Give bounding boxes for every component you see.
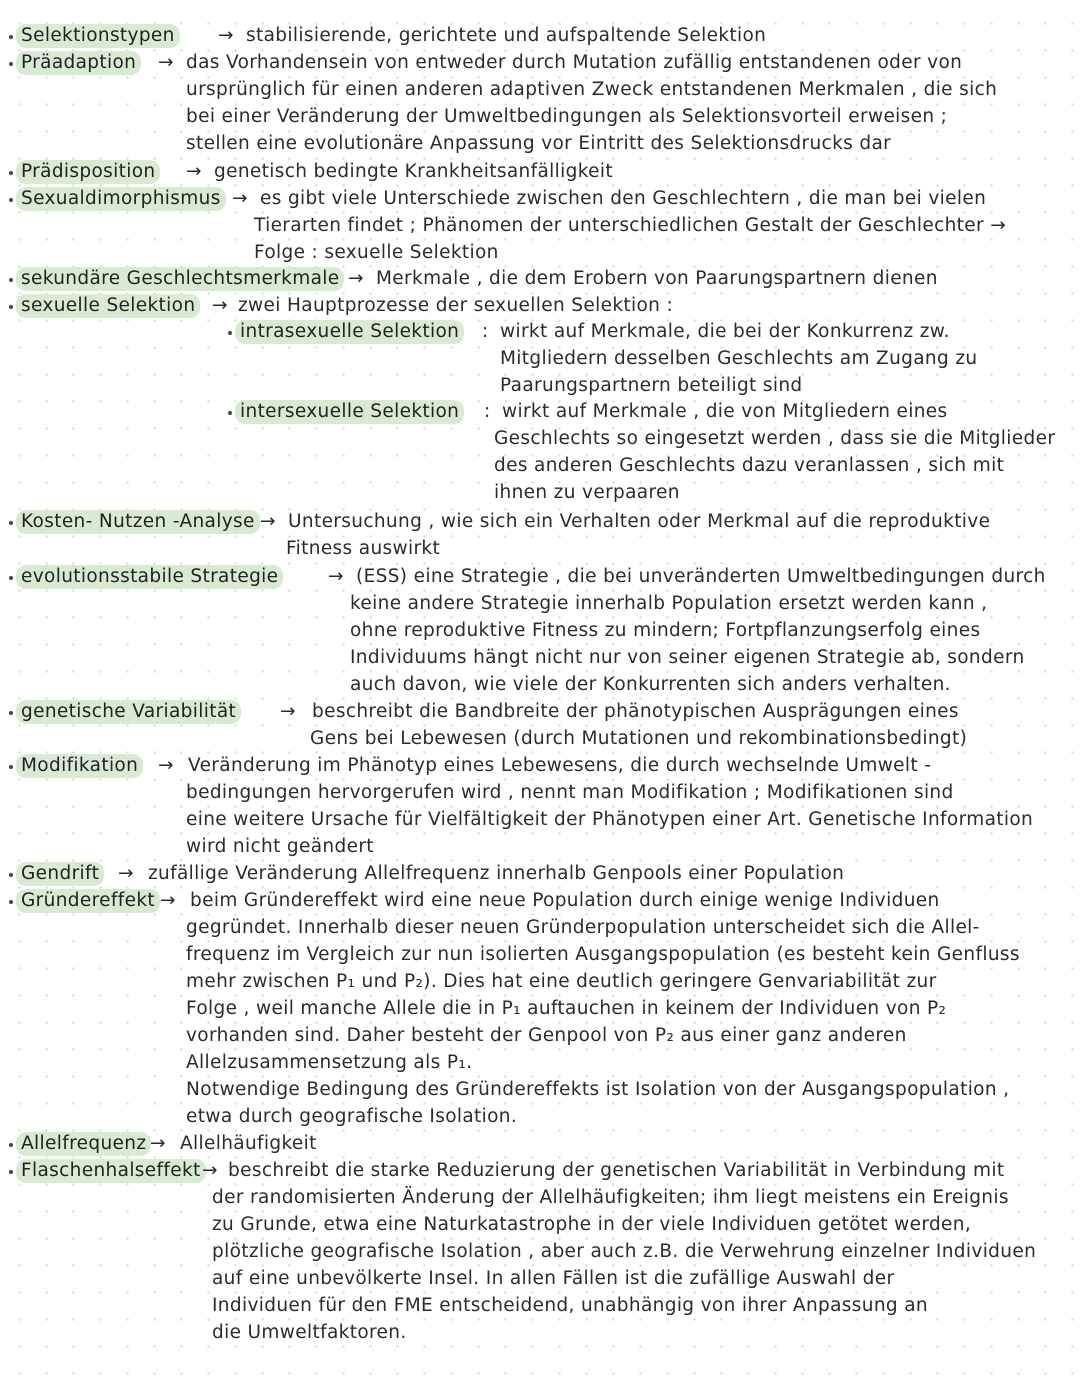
definition-line: Folge : sexuelle Selektion <box>254 242 499 263</box>
bullet-icon <box>9 198 13 202</box>
definition-line: der randomisierten Änderung der Allelhäufigkeiten; ihm liegt meistens ein Ereignis <box>212 1187 1009 1208</box>
definition-line: Notwendige Bedingung des Gründereffekts ist Isolation von der Ausgangspopulation , <box>186 1079 1010 1100</box>
definition-line: Veränderung im Phänotyp eines Lebewesens, die durch wechselnde Umwelt - <box>188 755 932 776</box>
term-highlight: Präadaption <box>16 51 141 75</box>
arrow-icon: → <box>202 1160 218 1181</box>
bullet-icon <box>9 873 13 877</box>
definition-line: keine andere Strategie innerhalb Population ersetzt werden kann , <box>350 593 988 614</box>
term-highlight: sekundäre Geschlechtsmerkmale <box>16 267 344 291</box>
definition-line: (ESS) eine Strategie , die bei unveränderten Umweltbedingungen durch <box>356 566 1046 587</box>
arrow-icon: → <box>150 1133 166 1154</box>
arrow-icon: → <box>232 188 248 209</box>
arrow-icon: → <box>218 25 234 46</box>
term-highlight: Gründereffekt <box>16 889 160 913</box>
definition-line: frequenz im Vergleich zur nun isolierten Ausgangspopulation (es besteht kein Genfluss <box>186 944 1020 965</box>
definition-line: stabilisierende, gerichtete und aufspaltende Selektion <box>246 25 767 46</box>
bullet-icon <box>9 171 13 175</box>
bullet-icon <box>9 900 13 904</box>
term-highlight: genetische Variabilität <box>16 700 241 724</box>
definition-line: beschreibt die starke Reduzierung der genetischen Variabilität in Verbindung mit <box>228 1160 1005 1181</box>
bullet-icon <box>9 576 13 580</box>
definition-line: es gibt viele Unterschiede zwischen den Geschlechtern , die man bei vielen <box>260 188 987 209</box>
definition-line: bedingungen hervorgerufen wird , nennt man Modifikation ; Modifikationen sind <box>186 782 954 803</box>
definition-line: Untersuchung , wie sich ein Verhalten oder Merkmal auf die reproduktive <box>288 511 991 532</box>
definition-line: mehr zwischen P₁ und P₂). Dies hat eine deutlich geringere Genvariabilität zur <box>186 971 937 992</box>
term-highlight: Gendrift <box>16 862 104 886</box>
definition-line: gegründet. Innerhalb dieser neuen Gründerpopulation unterscheidet sich die Allel- <box>186 917 980 938</box>
definition-line: beim Gründereffekt wird eine neue Population durch einige wenige Individuen <box>190 890 940 911</box>
bullet-icon <box>9 35 13 39</box>
term-highlight: Kosten- Nutzen -Analyse <box>16 510 260 534</box>
term-highlight: Prädisposition <box>16 160 160 184</box>
definition-line: ursprünglich für einen anderen adaptiven Zweck entstandenen Merkmalen , die sich <box>186 79 998 100</box>
colon-separator: : <box>482 321 489 342</box>
definition-line: ihnen zu verpaaren <box>494 482 680 503</box>
definition-line: zwei Hauptprozesse der sexuellen Selektion : <box>238 295 674 316</box>
arrow-icon: → <box>280 701 296 722</box>
definition-line: wird nicht geändert <box>186 836 374 857</box>
arrow-icon: → <box>158 755 174 776</box>
definition-line: auf eine unbevölkerte Insel. In allen Fällen ist die zufällige Auswahl der <box>212 1268 895 1289</box>
bullet-icon <box>9 765 13 769</box>
arrow-icon: → <box>260 511 276 532</box>
arrow-icon: → <box>212 295 228 316</box>
definition-line: auch davon, wie viele der Konkurrenten sich anders verhalten. <box>350 674 951 695</box>
arrow-icon: → <box>158 52 174 73</box>
arrow-icon: → <box>186 161 202 182</box>
definition-line: stellen eine evolutionäre Anpassung vor Eintritt des Selektionsdrucks dar <box>186 133 892 154</box>
term-highlight: Flaschenhalseffekt <box>16 1159 206 1183</box>
definition-line: Individuen für den FME entscheidend, unabhängig von ihrer Anpassung an <box>212 1295 929 1316</box>
arrow-icon: → <box>118 863 134 884</box>
bullet-icon <box>228 331 232 335</box>
definition-line: wirkt auf Merkmale , die von Mitgliedern eines <box>502 401 948 422</box>
arrow-icon: → <box>348 268 364 289</box>
bullet-icon <box>9 1170 13 1174</box>
definition-line: vorhanden sind. Daher besteht der Genpool von P₂ aus einer ganz anderen <box>186 1025 907 1046</box>
term-highlight: Selektionstypen <box>16 24 180 48</box>
term-highlight: Allelfrequenz <box>16 1132 151 1156</box>
definition-line: Merkmale , die dem Erobern von Paarungspartnern dienen <box>376 268 938 289</box>
definition-line: Mitgliedern desselben Geschlechts am Zugang zu <box>500 348 978 369</box>
definition-line: bei einer Veränderung der Umweltbedingungen als Selektionsvorteil erweisen ; <box>186 106 948 127</box>
definition-line: ohne reproduktive Fitness zu mindern; Fortpflanzungserfolg eines <box>350 620 981 641</box>
term-highlight: sexuelle Selektion <box>16 294 200 318</box>
definition-line: Geschlechts so eingesetzt werden , dass sie die Mitglieder <box>494 428 1056 449</box>
definition-line: Allelhäufigkeit <box>180 1133 317 1154</box>
arrow-icon: → <box>160 890 176 911</box>
term-highlight: Sexualdimorphismus <box>16 187 226 211</box>
bullet-icon <box>228 411 232 415</box>
term-highlight: intrasexuelle Selektion <box>235 320 464 344</box>
bullet-icon <box>9 62 13 66</box>
definition-line: genetisch bedingte Krankheitsanfälligkeit <box>214 161 613 182</box>
bullet-icon <box>9 711 13 715</box>
definition-line: wirkt auf Merkmale, die bei der Konkurrenz zw. <box>500 321 950 342</box>
definition-line: Gens bei Lebewesen (durch Mutationen und rekombinationsbedingt) <box>310 728 968 749</box>
definition-line: Fitness auswirkt <box>286 538 441 559</box>
term-highlight: Modifikation <box>16 754 143 778</box>
bullet-icon <box>9 521 13 525</box>
arrow-icon: → <box>328 566 344 587</box>
bullet-icon <box>9 305 13 309</box>
definition-line: etwa durch geografische Isolation. <box>186 1106 518 1127</box>
term-highlight: evolutionsstabile Strategie <box>16 565 283 589</box>
definition-line: Paarungspartnern beteiligt sind <box>500 375 803 396</box>
definition-line: des anderen Geschlechts dazu veranlassen , sich mit <box>494 455 1005 476</box>
definition-line: plötzliche geografische Isolation , aber auch z.B. die Verwehrung einzelner Individuen <box>212 1241 1037 1262</box>
definition-line: Tierarten findet ; Phänomen der unterschiedlichen Gestalt der Geschlechter → <box>254 215 1007 236</box>
definition-line: zufällige Veränderung Allelfrequenz innerhalb Genpools einer Population <box>148 863 845 884</box>
definition-line: eine weitere Ursache für Vielfältigkeit der Phänotypen einer Art. Genetische Information <box>186 809 1034 830</box>
definition-line: zu Grunde, etwa eine Naturkatastrophe in der viele Individuen getötet werden, <box>212 1214 972 1235</box>
bullet-icon <box>9 278 13 282</box>
definition-line: das Vorhandensein von entweder durch Mutation zufällig entstandenen oder von <box>186 52 963 73</box>
definition-line: die Umweltfaktoren. <box>212 1322 407 1343</box>
definition-line: Individuums hängt nicht nur von seiner eigenen Strategie ab, sondern <box>350 647 1025 668</box>
term-highlight: intersexuelle Selektion <box>235 400 464 424</box>
definition-line: Allelzusammensetzung als P₁. <box>186 1052 473 1073</box>
definition-line: Folge , weil manche Allele die in P₁ auftauchen in keinem der Individuen von P₂ <box>186 998 947 1019</box>
bullet-icon <box>9 1143 13 1147</box>
colon-separator: : <box>484 401 491 422</box>
definition-line: beschreibt die Bandbreite der phänotypischen Ausprägungen eines <box>312 701 959 722</box>
